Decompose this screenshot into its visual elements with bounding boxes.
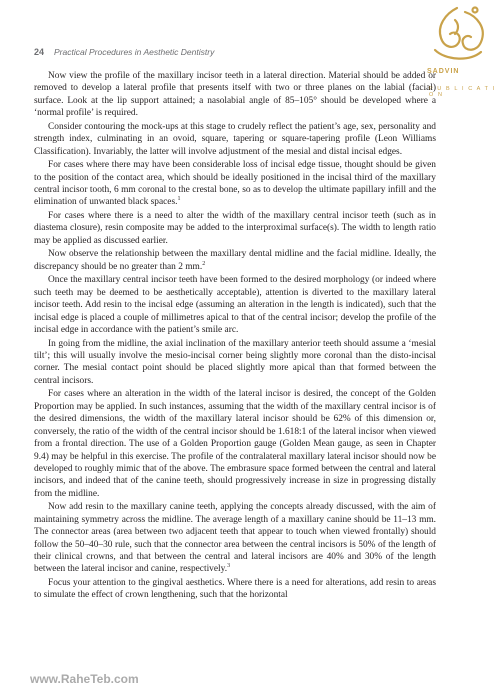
site-watermark: www.RaheTeb.com [30,672,139,686]
paragraph: Now observe the relationship between the maxillary dental midline and the facial midline. Ideally, the discrepancy should be no greater than 2 mm.$^2$ [34,249,436,272]
paragraph: Focus your attention to the gingival aesthetics. Where there is a need for alterations, add resin to areas to simulate the effect of crown lengthening, such that the horizontal [34,577,436,601]
paragraph: In going from the midline, the axial inclination of the maxillary anterior teeth should assume a ‘mesial tilt’; this will usually involve the mesio-incisal corner being slightly more coronal than the disto-incisal corner. The mesial contact point should be placed slightly more apical than that formed between the central incisors. [34,338,436,386]
paragraph: Consider contouring the mock-ups at this stage to crudely reflect the patient’s age, sex, personality and strength index, culminating in an ovoid, square, tapering or square-tapering profile (Leon Williams Classification). Invariably, the latter will involve adjustment of the mesial and distal incisal edges. [34,121,436,157]
running-header [34,47,454,57]
running-title: Practical Procedures in Aesthetic Dentistry [54,47,215,57]
ornament-icon [415,2,500,72]
paragraph: Now view the profile of the maxillary incisor teeth in a lateral direction. Material should be added or removed to develop a lateral profile that presents itself with two or three planes on the labial (facial) surface. Look at the lip support attained; a nasolabial angle of 85–105° should be developed where a ‘normal profile’ is required. [34,71,436,119]
paragraph: For cases where there may have been considerable loss of incisal edge tissue, thought should be given to the position of the contact area, which should be ideally positioned in the incisal third of the maxillary central incisor tooth, 6 mm coronal to the crestal bone, so as to develop the ultimate papillary infill and the elimination of unwanted black spaces.$^1$ [34,160,436,208]
page-number: 24 [34,47,45,57]
reference-marker: 2 [202,260,206,267]
paragraph: Now add resin to the maxillary canine teeth, applying the concepts already discussed, with the aim of maintaining symmetry across the midline. The average length of a maxillary canine should be 11–13 mm. The connector areas (area between two adjacent teeth that appear to touch when viewed frontally) should follow the 50–40–30 rule, such that the connector area between the central incisors is 50% of the length of their clinical crowns, and that between the central and lateral incisors are 40% and 30% of the length between the lateral incisor and canine, respectively.$^3$ [34,502,436,575]
publisher-tagline: P U B L I C A T I O N [429,86,496,98]
reference-marker: 3 [227,563,231,570]
paragraph: For cases where an alteration in the width of the lateral incisor is desired, the concept of the Golden Proportion may be applied. In such instances, assuming that the width of the maxillary central incisor is of the desired dimensions, the width of the maxillary lateral incisor should be 62% of this dimension or, conversely, the ratio of the width of the central incisor should be 1.618:1 of the lateral incisor when viewed from a frontal direction. The use of a Golden Proportion gauge (Golden Mean gauge, as seen in Chapter 9.4) may be helpful in this exercise. The profile of the contralateral maxillary lateral incisor should now be developed to roughly mimic that of the above. The embrasure space formed between the central and lateral incisors, and indeed that of the canine teeth, should progressively increase in size in progressing distally from the midline. [34,389,436,499]
body-text [34,70,436,603]
reference-marker: 1 [177,196,181,203]
publisher-brand: SADVIN [427,68,460,75]
paragraph: Once the maxillary central incisor teeth have been formed to the desired morphology (or indeed where such teeth may be deemed to be aesthetically acceptable), attention is diverted to the maxillary lateral incisor teeth. Add resin to the incisal edge (assuming an alteration in the length is indicated), such that the incisal edge is placed a couple of millimetres apical to that of the central incisor; develop the profile of the incisal edge in accordance with the patient’s smile arc. [34,275,436,336]
paragraph: For cases where there is a need to alter the width of the maxillary central incisor teeth (such as in diastema closure), resin composite may be added to the interproximal surface(s). The width to length ratio may be applied as discussed earlier. [34,211,436,246]
